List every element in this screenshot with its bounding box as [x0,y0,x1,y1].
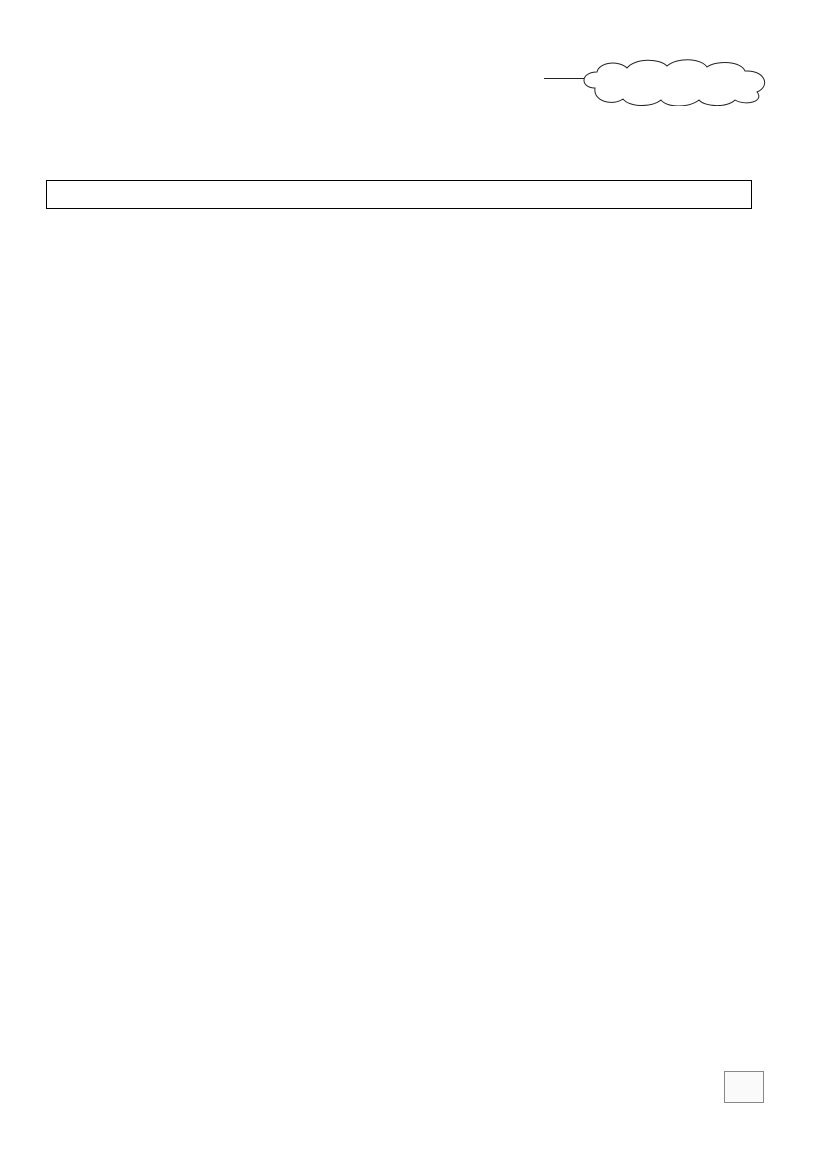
right-heart-border [781,0,821,1161]
teacher-cloud-shape [575,58,775,106]
top-heart-border [0,0,821,40]
word-box [46,180,752,209]
left-heart-border [0,0,40,1161]
bottom-heart-border [0,1141,821,1161]
page-number [724,1071,764,1103]
